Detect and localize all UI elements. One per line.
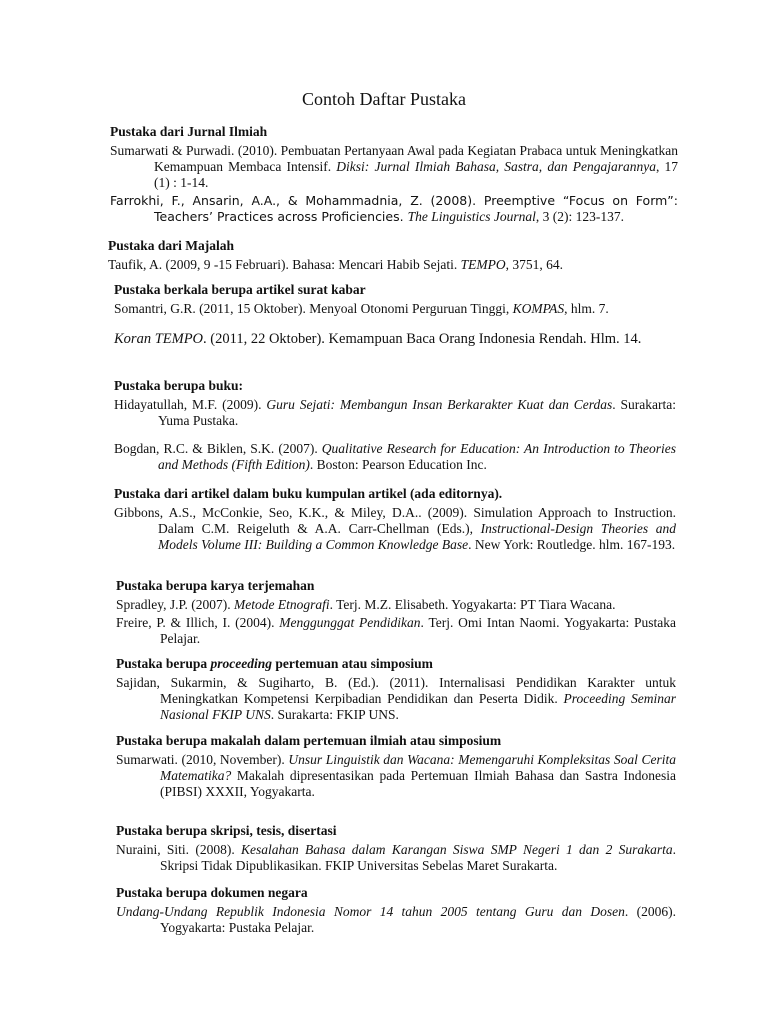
section-dokumen-negara: [116, 885, 676, 936]
ref-text-tail: , 17 (1) : 1-14.: [154, 158, 679, 190]
ref-text: Bogdan, R.C. & Biklen, S.K. (2007).: [114, 440, 322, 456]
ref-text-tail: . Terj. Omi Intan Naomi. Yogyakarta: Pustaka Pelajar.: [160, 614, 676, 646]
reference-entry: [116, 597, 676, 613]
section-terjemahan: [116, 578, 676, 647]
ref-italic-title: Undang-Undang Republik Indonesia Nomor 14 tahun 2005 tentang Guru dan Dosen: [116, 903, 625, 919]
section-heading: Pustaka dari Majalah: [108, 238, 235, 253]
ref-text: Sajidan, Sukarmin, & Sugiharto, B. (Ed.). (2011). Internalisasi Pendidikan Karakter untuk Meningkatkan Kompetensi Kerpibadian Pendidikan dan Peserta Didik.: [116, 674, 676, 706]
reference-entry: [110, 193, 678, 225]
reference-entry: [116, 904, 676, 936]
ref-italic-title: TEMPO: [460, 256, 506, 272]
ref-italic-title: Instructional-Design Theories and Models Volume III: Building a Common Knowledge Base: [158, 520, 676, 552]
section-heading: Pustaka berkala berupa artikel surat kabar: [114, 282, 366, 297]
ref-italic-title: Diksi: Jurnal Ilmiah Bahasa, Sastra, dan Pengajarannya: [336, 158, 656, 174]
reference-entry: [108, 257, 676, 273]
ref-text-tail: , 3 (2): 123-137.: [535, 208, 624, 224]
ref-italic-title: Koran TEMPO: [114, 330, 204, 347]
heading-text: Pustaka berupa: [116, 656, 211, 671]
heading-text-tail: pertemuan atau simposium: [272, 656, 433, 671]
reference-entry: [110, 143, 678, 191]
section-heading: Pustaka dari Jurnal Ilmiah: [110, 124, 268, 139]
ref-text-tail: . Boston: Pearson Education Inc.: [309, 456, 487, 472]
section-heading: Pustaka berupa skripsi, tesis, disertasi: [116, 823, 337, 838]
reference-entry: [114, 397, 676, 429]
section-heading: Pustaka berupa karya terjemahan: [116, 578, 315, 593]
reference-entry: [116, 615, 676, 647]
section-heading: Pustaka berupa makalah dalam pertemuan ilmiah atau simposium: [116, 733, 502, 748]
section-proceeding: [116, 656, 676, 723]
ref-italic-title: KOMPAS: [512, 300, 565, 316]
reference-entry: [116, 675, 676, 723]
ref-text-tail: , 3751, 64.: [505, 256, 563, 272]
reference-entry: [116, 842, 676, 874]
ref-italic-title: Kesalahan Bahasa dalam Karangan Siswa SMP Negeri 1 dan 2 Surakarta: [240, 841, 673, 857]
ref-text-tail: . Surakarta: FKIP UNS.: [270, 706, 399, 722]
ref-text-tail: . Skripsi Tidak Dipublikasikan. FKIP Universitas Sebelas Maret Surakarta.: [160, 841, 676, 873]
ref-italic-title: Qualitative Research for Education: An Introduction to Theories and Methods (Fifth Edition): [158, 440, 676, 472]
section-heading: Pustaka berupa dokumen negara: [116, 885, 308, 900]
ref-italic-title: Unsur Linguistik dan Wacana: Memengaruhi Kompleksitas Soal Cerita Matematika?: [160, 751, 676, 783]
section-kumpulan-artikel: [114, 486, 676, 553]
heading-italic: proceeding: [210, 656, 273, 671]
ref-text: Hidayatullah, M.F. (2009).: [114, 396, 267, 412]
ref-text-tail: Makalah dipresentasikan pada Pertemuan Ilmiah Bahasa dan Sastra Indonesia (PIBSI) XXXII, Yogyakarta.: [160, 767, 676, 799]
ref-text: Sumarwati & Purwadi. (2010). Pembuatan Pertanyaan Awal pada Kegiatan Prabaca untuk Meningkatkan Kemampuan Membaca Intensif.: [110, 142, 678, 174]
ref-italic-title: Metode Etnografi: [234, 596, 330, 612]
ref-italic-title: The Linguistics Journal: [407, 208, 536, 224]
ref-text: Nuraini, Siti. (2008).: [116, 841, 241, 857]
ref-text: Sumarwati. (2010, November).: [116, 751, 289, 767]
section-heading: [116, 656, 676, 673]
ref-text: Gibbons, A.S., McConkie, Seo, K.K., & Miley, D.A.. (2009). Simulation Approach to Instruction. Dalam C.M. Reigeluth & A.A. Carr-Chellman (Eds.),: [114, 504, 676, 536]
ref-text-tail: , hlm. 7.: [564, 300, 609, 316]
ref-text-tail: . (2006). Yogyakarta: Pustaka Pelajar.: [160, 903, 676, 935]
reference-entry: [114, 301, 682, 317]
ref-text-tail: . New York: Routledge. hlm. 167-193.: [468, 536, 676, 552]
section-jurnal-ilmiah: [110, 124, 678, 225]
ref-italic-title: Menggunggat Pendidikan: [279, 614, 421, 630]
section-surat-kabar: [114, 282, 682, 348]
reference-entry: [114, 331, 682, 348]
ref-italic-title: Guru Sejati: Membangun Insan Berkarakter Kuat dan Cerdas: [266, 396, 613, 412]
ref-text: Taufik, A. (2009, 9 -15 Februari). Bahasa: Mencari Habib Sejati.: [108, 256, 461, 272]
section-majalah: [108, 238, 676, 273]
document-title: Contoh Daftar Pustaka: [302, 89, 466, 109]
reference-entry: [114, 505, 676, 553]
ref-text: Somantri, G.R. (2011, 15 Oktober). Menyoal Otonomi Perguruan Tinggi,: [114, 300, 513, 316]
ref-text-tail: . (2011, 22 Oktober). Kemampuan Baca Orang Indonesia Rendah. Hlm. 14.: [203, 330, 642, 347]
section-heading: Pustaka berupa buku:: [114, 378, 244, 393]
ref-text-tail: . Terj. M.Z. Elisabeth. Yogyakarta: PT Tiara Wacana.: [329, 596, 616, 612]
reference-entry: [114, 441, 676, 473]
section-buku: [114, 378, 676, 473]
reference-entry: [116, 752, 676, 800]
ref-italic-title: Proceeding Seminar Nasional FKIP UNS: [160, 690, 676, 722]
ref-text: Farrokhi, F., Ansarin, A.A., & Mohammadnia, Z. (2008). Preemptive “Focus on Form”: Teachers’ Practices across Proficiencies.: [110, 192, 678, 224]
section-skripsi: [116, 823, 676, 874]
ref-text: Spradley, J.P. (2007).: [116, 596, 234, 612]
ref-text-tail: . Surakarta: Yuma Pustaka.: [158, 396, 676, 428]
ref-text: Freire, P. & Illich, I. (2004).: [116, 614, 280, 630]
section-heading: Pustaka dari artikel dalam buku kumpulan artikel (ada editornya).: [114, 486, 503, 501]
section-makalah: [116, 733, 676, 800]
